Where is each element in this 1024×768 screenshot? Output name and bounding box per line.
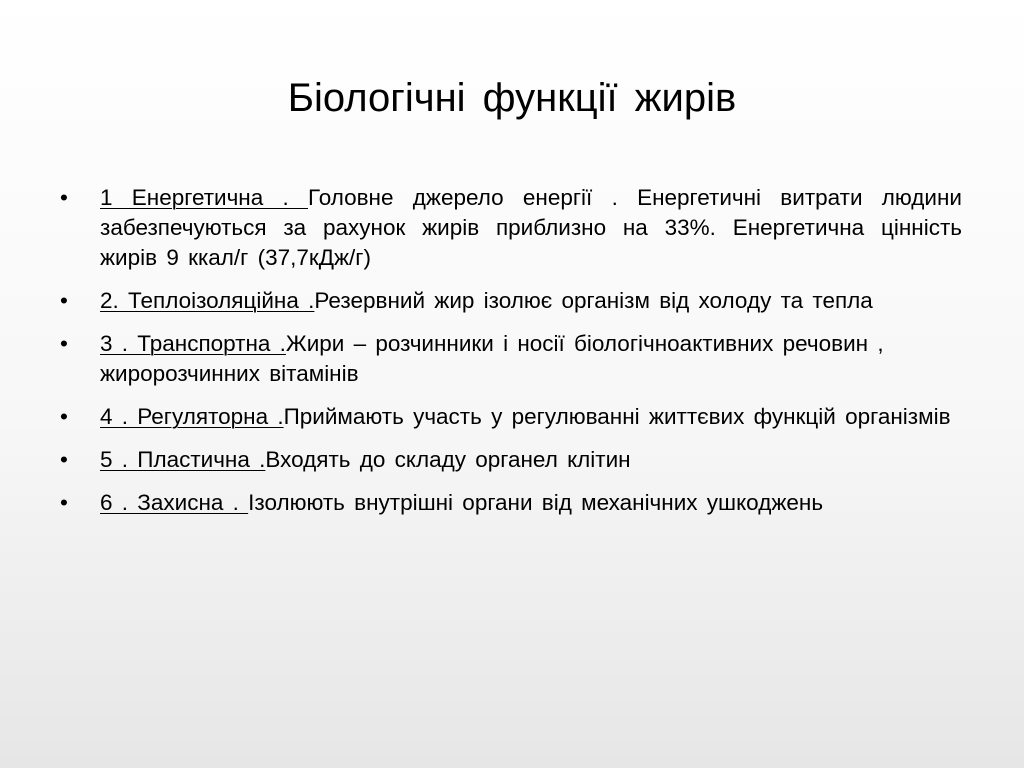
item-text: Резервний жир ізолює організм від холоду та тепла (314, 288, 873, 313)
bullet-icon: • (60, 331, 68, 356)
list-item (60, 329, 962, 389)
bullet-icon: • (60, 490, 68, 515)
list-item (60, 183, 962, 273)
item-heading: 1 Енергетична . (100, 185, 309, 210)
list-item (60, 445, 962, 475)
item-text: Приймають участь у регулюванні життєвих функцій організмів (283, 404, 951, 429)
slide-title: Біологічні функції жирів (287, 76, 737, 120)
item-text: Входять до складу органел клітин (265, 447, 631, 472)
list-item (60, 402, 962, 432)
item-text: Ізолюють внутрішні органи від механічних ушкоджень (248, 490, 824, 515)
bullet-icon: • (60, 288, 68, 313)
item-text: Головне джерело енергії . Енергетичні витрати людини забезпечуються за рахунок жирів приблизно на 33%. Енергетична цінність жирів 9 ккал/г (37,7кДж/г) (100, 185, 962, 270)
item-heading: 4 . Регуляторна . (100, 404, 284, 429)
bullet-list (60, 183, 962, 531)
item-heading: 5 . Пластична . (100, 447, 266, 472)
item-heading: 6 . Захисна . (100, 490, 249, 515)
list-item (60, 286, 962, 316)
item-heading: 2. Теплоізоляційна . (100, 288, 315, 313)
item-text: Жири – розчинники і носії біологічноактивних речовин , жиророзчинних вітамінів (100, 331, 884, 386)
bullet-icon: • (60, 185, 68, 210)
list-item (60, 488, 962, 518)
item-heading: 3 . Транспортна . (100, 331, 286, 356)
bullet-icon: • (60, 447, 68, 472)
bullet-icon: • (60, 404, 68, 429)
